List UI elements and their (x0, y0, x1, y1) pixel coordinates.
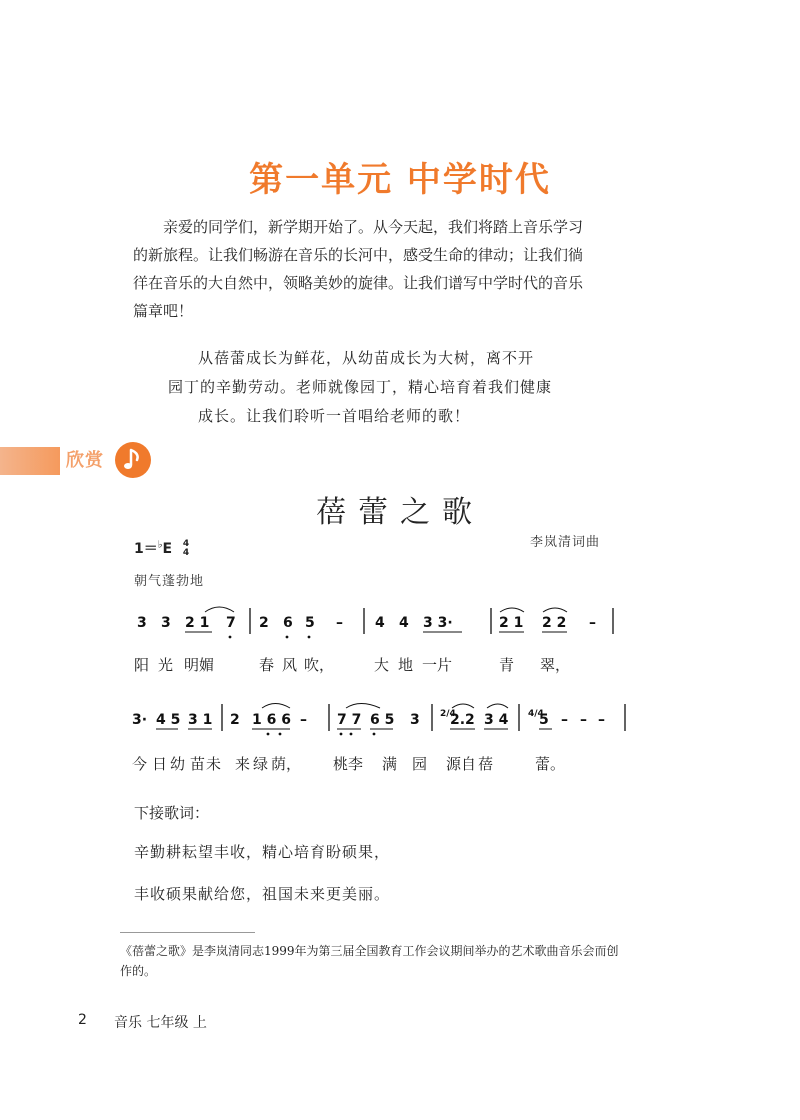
score-note: 3· (132, 712, 148, 728)
jianpu-score (0, 600, 800, 790)
flat-sign: ♭ (157, 539, 163, 551)
continue-lyric-line: 丰收硕果献给您，祖国未来更美丽。 (134, 885, 391, 903)
intro-line: 的新旅程。让我们畅游在音乐的长河中，感受生命的律动；让我们徜 (133, 246, 584, 264)
score-note: – (300, 712, 307, 728)
quote-line: 从蓓蕾成长为鲜花，从幼苗成长为大树，离不开 (198, 349, 535, 367)
lyric-word: 吹， (304, 656, 335, 674)
score-note: 3 (137, 615, 147, 631)
score-note: 1 6 6 (252, 712, 291, 728)
key-prefix: 1＝ (134, 541, 158, 557)
composer-credit: 李岚清词曲 (530, 535, 601, 550)
lyric-word: 苗 (190, 755, 206, 773)
score-note: 6 (283, 615, 293, 631)
score-note: 4 5 (156, 712, 181, 728)
quote-line: 园丁的辛勤劳动。老师就像园丁，精心培育着我们健康 (168, 378, 553, 396)
lyric-word: 今 (132, 755, 148, 773)
lyric-word: 地 (398, 656, 414, 674)
score-note: – (589, 615, 596, 631)
lyric-word: 园 (412, 755, 428, 773)
score-note: 2 2 (542, 615, 567, 631)
lyric-word: 幼 (170, 755, 186, 773)
lyric-word: 翠， (540, 656, 571, 674)
lyric-word: 蓓 (478, 755, 494, 773)
page-number: 2 (78, 1012, 87, 1028)
lyric-word: 一片 (422, 656, 453, 674)
lyric-word: 来 (235, 755, 251, 773)
score-note: – (580, 712, 587, 728)
score-note: 4 (399, 615, 409, 631)
lyric-word: 明媚 (184, 656, 215, 674)
score-note: 5 (305, 615, 315, 631)
intro-line: 徉在音乐的大自然中，领略美妙的旋律。让我们谱写中学时代的音乐 (133, 274, 584, 292)
score-note: – (598, 712, 605, 728)
key-note: E (162, 541, 173, 557)
intro-line: 篇章吧！ (133, 302, 194, 320)
lyric-word: 大 (374, 656, 390, 674)
score-note: 3 (161, 615, 171, 631)
lyric-word: 荫， (271, 755, 302, 773)
lyric-word: 光 (158, 656, 174, 674)
intro-line: 亲爱的同学们，新学期开始了。从今天起，我们将踏上音乐学习 (133, 218, 584, 236)
score-note: 2.2 (450, 712, 475, 728)
section-tab-bar (0, 447, 60, 475)
score-note: 2 1 (499, 615, 524, 631)
unit-title: 第一单元 中学时代 (249, 160, 551, 200)
time-change: 4/4 (528, 709, 544, 719)
time-signature (183, 540, 189, 558)
footnote-divider (120, 932, 255, 933)
score-note: 3 1 (188, 712, 213, 728)
score-note: 2 (259, 615, 269, 631)
score-note: – (336, 615, 343, 631)
score-note: 2 1 (185, 615, 210, 631)
lyric-word: 未 (206, 755, 222, 773)
intro-paragraph (133, 213, 633, 325)
score-note: 6 5 (370, 712, 395, 728)
key-signature (134, 538, 189, 558)
time-change: 2/4 (440, 709, 456, 719)
score-note: 3 3· (423, 615, 453, 631)
continue-label: 下接歌词： (134, 804, 210, 822)
song-title: 蓓蕾之歌 (316, 495, 484, 530)
music-note-icon (114, 441, 152, 479)
lyric-word: 源自 (446, 755, 477, 773)
score-note: 5 (539, 712, 549, 728)
lyric-word: 青 (499, 656, 515, 674)
lyric-word: 绿 (253, 755, 269, 773)
score-note: 2 (230, 712, 240, 728)
quote-line: 成长。让我们聆听一首唱给老师的歌！ (198, 407, 471, 425)
continue-lyric-line: 辛勤耕耘望丰收，精心培育盼硕果， (134, 843, 391, 861)
footnote: 《蓓蕾之歌》是李岚清同志1999年为第三届全国教育工作会议期间举办的艺术歌曲音乐会而创作的。 (120, 944, 619, 978)
tempo-marking: 朝气蓬勃地 (134, 574, 205, 589)
time-sig-bottom: 4 (182, 548, 190, 558)
lyric-word: 满 (382, 755, 398, 773)
score-note: 3 4 (484, 712, 509, 728)
score-note: 7 (226, 615, 236, 631)
lyric-word: 日 (152, 755, 168, 773)
lyric-word: 蕾。 (535, 755, 566, 773)
lyric-word: 阳 (134, 656, 150, 674)
score-note: 7 7 (337, 712, 362, 728)
lyric-word: 桃李 (333, 755, 364, 773)
lyric-word: 风 (282, 656, 298, 674)
score-note: 4 (375, 615, 385, 631)
quote-paragraph (168, 344, 608, 431)
section-label: 欣赏 (66, 450, 104, 471)
time-sig-top: 4 (182, 539, 190, 549)
lyric-word: 春 (259, 656, 275, 674)
score-note: – (561, 712, 568, 728)
book-title: 音乐 七年级 上 (114, 1015, 207, 1031)
score-note: 3 (410, 712, 420, 728)
